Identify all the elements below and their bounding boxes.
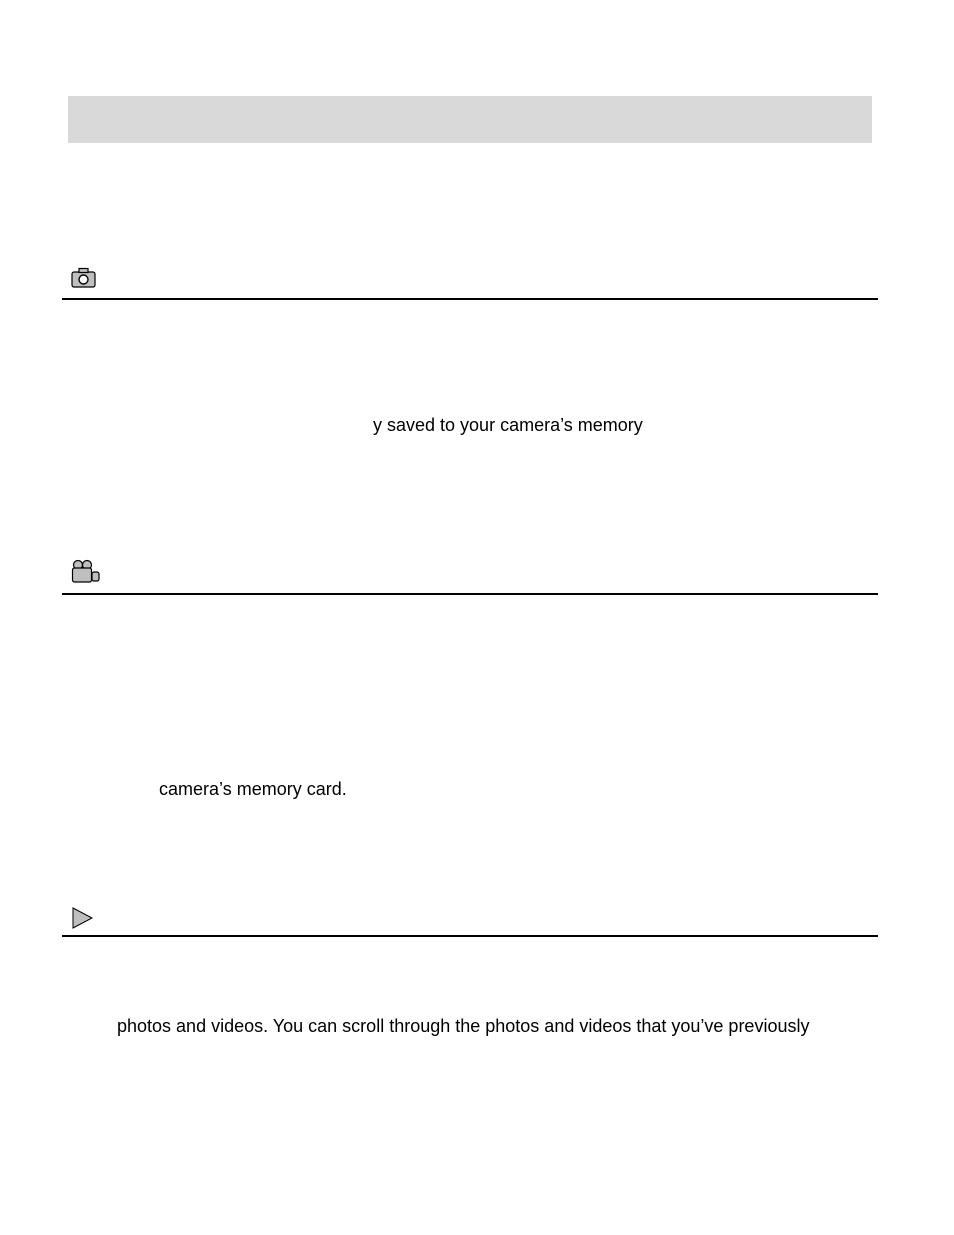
section-rule-video [62, 593, 878, 595]
section-rule-photo [62, 298, 878, 300]
section-rule-playback [62, 935, 878, 937]
playback-mode-text: photos and videos. You can scroll through the photos and videos that you’ve previously [117, 1016, 810, 1036]
photo-camera-icon [71, 267, 97, 289]
header-bar [68, 96, 872, 143]
photo-mode-text: y saved to your camera’s memory [373, 415, 643, 435]
play-triangle-icon [71, 906, 95, 930]
video-camera-icon [71, 559, 101, 584]
video-mode-text: camera’s memory card. [159, 779, 347, 799]
